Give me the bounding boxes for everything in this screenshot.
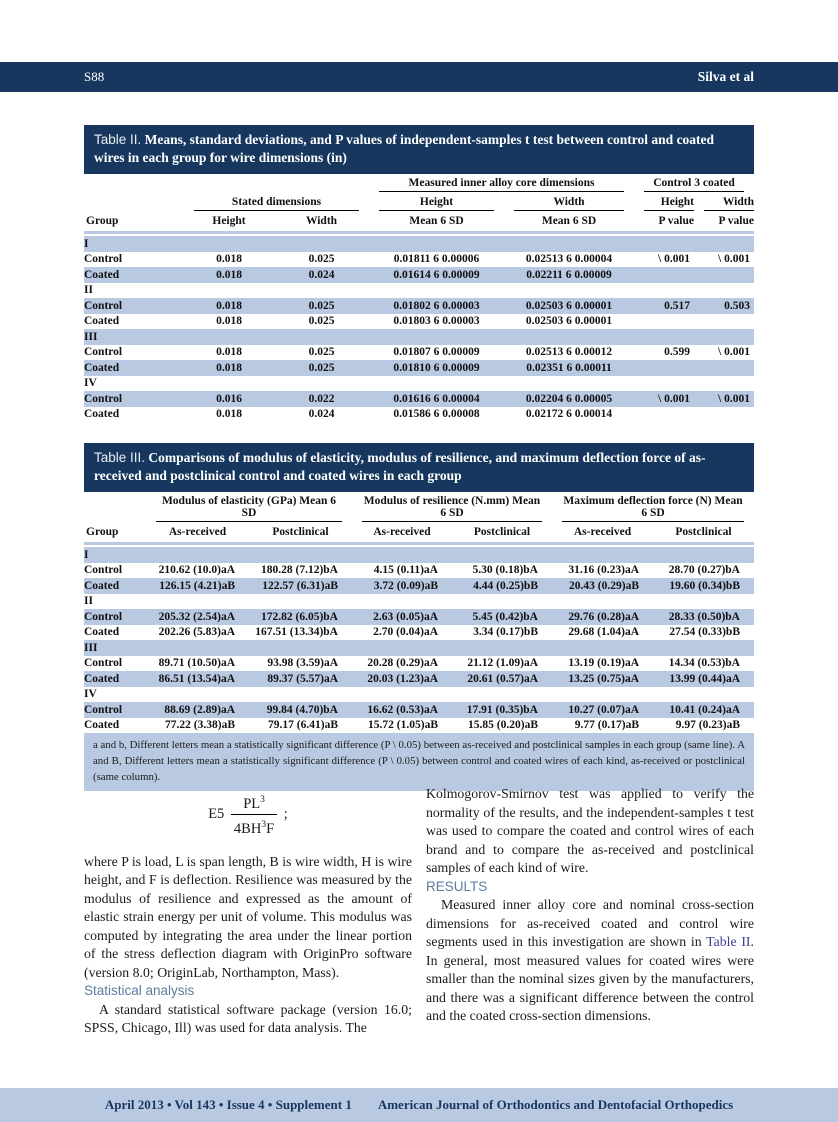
row-label: Control [84, 564, 123, 577]
table-3-block [84, 443, 754, 791]
cell [634, 407, 694, 423]
cell [184, 234, 754, 252]
table-3-title-bar [84, 443, 754, 492]
col-postclinical-resilience: Postclinical [452, 523, 552, 545]
col-postclinical-elasticity: Postclinical [249, 523, 352, 545]
cell: 99.84 (4.70)bA [266, 703, 338, 716]
cell [634, 314, 694, 330]
cell: 0.01802 6 0.00003 [393, 299, 480, 312]
cell [634, 267, 694, 283]
journal-footer-bar [0, 1088, 838, 1122]
cell: 9.97 (0.23)aB [675, 719, 740, 732]
cell [694, 407, 754, 423]
group-row [84, 329, 754, 345]
cell: 0.02172 6 0.00014 [525, 408, 613, 421]
row-label: Coated [84, 361, 120, 374]
header-span-stated-label: Stated dimensions [194, 196, 359, 211]
cell: 29.76 (0.28)aA [568, 610, 639, 623]
group-row [84, 594, 754, 610]
cell: \ 0.001 [658, 253, 690, 266]
row-label: Coated [84, 315, 120, 328]
article-body [84, 785, 754, 1038]
heading-results: RESULTS [426, 878, 488, 894]
cell: 27.54 (0.33)bB [669, 626, 740, 639]
row-label: Control [84, 703, 123, 716]
equation-punctuation: ; [283, 806, 288, 823]
header-span-control-coated-label: Control 3 coated [644, 177, 744, 192]
row-label: IV [84, 688, 97, 701]
header-spacer [84, 193, 184, 212]
cell: 20.28 (0.29)aA [367, 657, 438, 670]
cell: 79.17 (6.41)aB [268, 719, 338, 732]
header-span-control-coated [634, 174, 754, 193]
cell: 14.34 (0.53)bA [668, 657, 740, 670]
cell [634, 360, 694, 376]
col-p-value-width: P value [694, 212, 754, 234]
cell: 0.018 [216, 253, 242, 266]
cell [146, 594, 754, 610]
col-as-received-resilience: As-received [352, 523, 452, 545]
table-2-title: Means, standard deviations, and P values of independent-samples t test between control and coated wires in each group for wire dimensions (in) [94, 132, 715, 166]
table-row [84, 609, 754, 625]
footer-issue-info: April 2013 • Vol 143 • Issue 4 • Supplement 1 [104, 1097, 352, 1112]
cell: 4.15 (0.11)aA [373, 564, 438, 577]
cell: 3.34 (0.17)bB [473, 626, 538, 639]
equation-denominator: $4BH^3F$ [233, 820, 275, 838]
cell: 88.69 (2.89)aA [164, 703, 235, 716]
cell: 122.57 (6.31)aB [262, 579, 338, 592]
cell: 15.72 (1.05)aB [368, 719, 438, 732]
cell [184, 283, 754, 299]
group-row [84, 687, 754, 703]
cell: 10.27 (0.07)aA [568, 703, 639, 716]
cell: 20.03 (1.23)aA [367, 672, 438, 685]
cell: 0.01807 6 0.00009 [393, 346, 480, 359]
cell: 0.025 [308, 253, 335, 266]
header-sub-height-p [634, 193, 694, 212]
cell: 4.44 (0.25)bB [473, 579, 538, 592]
table-row [84, 718, 754, 734]
cell: 0.02204 6 0.00005 [525, 392, 613, 405]
cell: 0.025 [308, 361, 335, 374]
table-row [84, 298, 754, 314]
table-3-label: Table III. [94, 450, 146, 465]
table-row [84, 578, 754, 594]
header-span-deflection [552, 492, 754, 523]
col-as-received-deflection: As-received [552, 523, 653, 545]
cell: 0.016 [216, 392, 242, 405]
cell: \ 0.001 [718, 392, 750, 405]
cell: 20.61 (0.57)aA [467, 672, 538, 685]
cell [146, 640, 754, 656]
header-sub-width-p-label: Width [704, 196, 754, 211]
table-2-body [84, 234, 754, 422]
cell: \ 0.001 [718, 253, 750, 266]
cell: 10.41 (0.24)aA [669, 703, 740, 716]
table-2-title-bar [84, 125, 754, 174]
cell: 0.01616 6 0.00004 [393, 392, 480, 405]
cell: 9.77 (0.17)aB [574, 719, 639, 732]
cell: 5.45 (0.42)bA [472, 610, 538, 623]
cell: 5.30 (0.18)bA [472, 564, 538, 577]
header-sub-width [504, 193, 634, 212]
cell: 15.85 (0.20)aB [468, 719, 538, 732]
cell: \ 0.001 [658, 392, 690, 405]
col-p-value-height: P value [634, 212, 694, 234]
cell: 0.018 [216, 268, 242, 281]
table-3-header-span-row [84, 492, 754, 523]
table-2-header-sub-row [84, 193, 754, 212]
row-label: II [84, 284, 93, 297]
cell: 0.02503 6 0.00001 [525, 315, 613, 328]
paragraph-results-intro [426, 896, 754, 1026]
cell [184, 329, 754, 345]
table-row [84, 314, 754, 330]
cell: 0.024 [308, 408, 335, 421]
header-sub-width-label: Width [514, 196, 624, 211]
cell: 0.02513 6 0.00004 [525, 253, 613, 266]
row-label: III [84, 330, 98, 343]
cell: 0.503 [724, 299, 750, 312]
cell: 0.01614 6 0.00009 [393, 268, 480, 281]
col-height: Height [184, 212, 274, 234]
equation-numerator: $PL^3$ [231, 791, 277, 815]
table-row [84, 671, 754, 687]
header-span-resilience-label: Modulus of resilience (N.mm) Mean 6 SD [362, 495, 542, 522]
table-3-footnote: a and b, Different letters mean a statistically significant difference (P \ 0.05) between as-received and postclinical samples in each group (same line). A and B, Different letters mean a statistically significant difference (P \ 0.05) between control and coated wires of each kind, as-received or postclinical (same column). [84, 733, 754, 791]
elasticity-equation [84, 791, 412, 839]
cell: 13.99 (0.44)aA [669, 672, 740, 685]
table-2-header [84, 174, 754, 234]
table-row [84, 702, 754, 718]
cell: 167.51 (13.34)bA [255, 626, 338, 639]
group-row [84, 376, 754, 392]
cell: 0.01586 6 0.00008 [393, 408, 480, 421]
table-2-header-span-row [84, 174, 754, 193]
header-span-measured [369, 174, 634, 193]
header-span-elasticity [146, 492, 352, 523]
cell: 2.63 (0.05)aA [373, 610, 438, 623]
header-span-stated [184, 193, 369, 212]
cell: 0.018 [216, 315, 242, 328]
cell: 86.51 (13.54)aA [158, 672, 235, 685]
cell: 29.68 (1.04)aA [568, 626, 639, 639]
row-label: Coated [84, 626, 120, 639]
table-row [84, 407, 754, 423]
table-2-block [84, 125, 754, 422]
group-row [84, 283, 754, 299]
cell: 93.98 (3.59)aA [267, 657, 338, 670]
cell: 16.62 (0.53)aA [367, 703, 438, 716]
page-number: S88 [84, 69, 105, 84]
header-spacer [84, 174, 369, 193]
cell: 13.25 (0.75)aA [568, 672, 639, 685]
group-row [84, 545, 754, 563]
cell: 0.01803 6 0.00003 [393, 315, 480, 328]
footer-journal-name: American Journal of Orthodontics and Dentofacial Orthopedics [377, 1097, 734, 1112]
left-column [84, 785, 412, 1038]
cell: 126.15 (4.21)aB [159, 579, 235, 592]
group-row [84, 640, 754, 656]
paragraph-statistical-software: A standard statistical software package (version 16.0; SPSS, Chicago, Ill) was used for data analysis. The [84, 1001, 412, 1036]
cell: 21.12 (1.09)aA [467, 657, 538, 670]
cell [146, 687, 754, 703]
row-label: Coated [84, 408, 120, 421]
col-width: Width [274, 212, 369, 234]
row-label: Coated [84, 719, 120, 732]
header-sub-height-p-label: Height [644, 196, 694, 211]
cell: 20.43 (0.29)aB [569, 579, 639, 592]
row-label: Coated [84, 268, 120, 281]
cell: 0.01811 6 0.00006 [393, 253, 480, 266]
cell: 28.33 (0.50)bA [668, 610, 740, 623]
col-group: Group [84, 212, 184, 234]
cell: 0.022 [308, 392, 335, 405]
running-head-authors: Silva et al [697, 69, 754, 84]
table-2-link[interactable]: Table II [706, 934, 751, 949]
header-span-elasticity-label: Modulus of elasticity (GPa) Mean 6 SD [156, 495, 342, 522]
cell: 180.28 (7.12)bA [261, 564, 338, 577]
row-label: IV [84, 377, 97, 390]
table-2-label: Table II. [94, 132, 142, 147]
cell: 28.70 (0.27)bA [668, 564, 740, 577]
header-spacer [84, 492, 146, 523]
col-mean-sd-height: Mean 6 SD [369, 212, 504, 234]
header-sub-height-label: Height [379, 196, 494, 211]
cell: 202.26 (5.83)aA [158, 626, 235, 639]
col-as-received-elasticity: As-received [146, 523, 249, 545]
cell: 31.16 (0.23)aA [568, 564, 639, 577]
row-label: Coated [84, 672, 120, 685]
cell: 0.517 [664, 299, 690, 312]
cell: 17.91 (0.35)bA [466, 703, 538, 716]
cell: 0.018 [216, 299, 242, 312]
results-text-before: Measured inner alloy core and nominal cross-section dimensions for as-received coated and control wire segments used in this investigation are shown in [426, 897, 754, 949]
row-label: I [84, 545, 146, 563]
cell: 0.02503 6 0.00001 [525, 299, 613, 312]
cell: 89.37 (5.57)aA [267, 672, 338, 685]
row-label: Control [84, 657, 123, 670]
cell: 0.025 [308, 299, 335, 312]
cell [694, 267, 754, 283]
row-label: III [84, 641, 98, 654]
cell: 210.62 (10.0)aA [158, 564, 235, 577]
running-header-bar [0, 62, 838, 92]
table-row [84, 656, 754, 672]
table-row [84, 345, 754, 361]
table-row [84, 267, 754, 283]
row-label: I [84, 234, 184, 252]
table-row [84, 625, 754, 641]
cell: 0.02211 6 0.00009 [526, 268, 612, 281]
table-2-column-row [84, 212, 754, 234]
cell: 0.025 [308, 315, 335, 328]
col-group: Group [84, 523, 146, 545]
cell [184, 376, 754, 392]
cell: 3.72 (0.09)aB [373, 579, 438, 592]
row-label: Control [84, 299, 123, 312]
equation-fraction [231, 791, 277, 839]
header-span-resilience [352, 492, 552, 523]
paragraph-equation-explanation: where P is load, L is span length, B is wire width, H is wire height, and F is deflection. Resilience was measured by the modulus of resilience and expressed as the amount of elastic strain energy per unit of volume. This modulus was computed by integrating the area under the linear portion of the stress deflection diagram with OriginPro software (version 8.0; OriginLab, Northampton, Mass). [84, 853, 412, 980]
cell [146, 545, 754, 563]
table-row [84, 563, 754, 579]
row-label: II [84, 595, 93, 608]
cell: 0.024 [308, 268, 335, 281]
col-postclinical-deflection: Postclinical [653, 523, 754, 545]
table-3-title: Comparisons of modulus of elasticity, modulus of resilience, and maximum deflection force of as-received and postclinical control and coated wires in each group [94, 450, 706, 484]
group-row [84, 234, 754, 252]
header-sub-height [369, 193, 504, 212]
paragraph-kolmogorov: Kolmogorov-Smirnov test was applied to verify the normality of the results, and the independent-samples t test was used to compare the coated and control wires of each brand and to compare the as-received and postclinical samples of each kind of wire. [426, 786, 754, 875]
row-label: Control [84, 346, 123, 359]
cell: \ 0.001 [718, 346, 750, 359]
cell: 0.025 [308, 346, 335, 359]
cell: 2.70 (0.04)aA [373, 626, 438, 639]
results-text-after: . In general, most measured values for coated wires were smaller than the nominal sizes given by the manufacturers, and there was a significant difference between the control and the coated cross-section dimensions. [426, 934, 754, 1023]
table-3-header [84, 492, 754, 545]
cell: 0.018 [216, 408, 242, 421]
cell: 0.01810 6 0.00009 [393, 361, 480, 374]
table-2 [84, 174, 754, 422]
cell: 0.599 [664, 346, 690, 359]
table-3-column-row [84, 523, 754, 545]
cell [694, 314, 754, 330]
cell [694, 360, 754, 376]
col-mean-sd-width: Mean 6 SD [504, 212, 634, 234]
cell: 0.02351 6 0.00011 [526, 361, 612, 374]
row-label: Control [84, 253, 123, 266]
table-3 [84, 492, 754, 733]
cell: 172.82 (6.05)bA [261, 610, 338, 623]
right-column [426, 785, 754, 1038]
row-label: Control [84, 392, 123, 405]
header-sub-width-p [694, 193, 754, 212]
cell: 0.02513 6 0.00012 [525, 346, 613, 359]
cell: 205.32 (2.54)aA [158, 610, 235, 623]
heading-statistical-analysis: Statistical analysis [84, 983, 195, 999]
cell: 19.60 (0.34)bB [669, 579, 740, 592]
row-label: Control [84, 610, 123, 623]
header-span-measured-label: Measured inner alloy core dimensions [379, 177, 624, 192]
cell: 89.71 (10.50)aA [158, 657, 235, 670]
table-3-body [84, 545, 754, 733]
table-row [84, 391, 754, 407]
table-row [84, 360, 754, 376]
cell: 77.22 (3.38)aB [165, 719, 235, 732]
row-label: Coated [84, 579, 120, 592]
equation-lhs: E5 [208, 806, 225, 823]
cell: 0.018 [216, 346, 242, 359]
table-row [84, 252, 754, 268]
header-span-deflection-label: Maximum deflection force (N) Mean 6 SD [562, 495, 744, 522]
cell: 13.19 (0.19)aA [568, 657, 639, 670]
cell: 0.018 [216, 361, 242, 374]
